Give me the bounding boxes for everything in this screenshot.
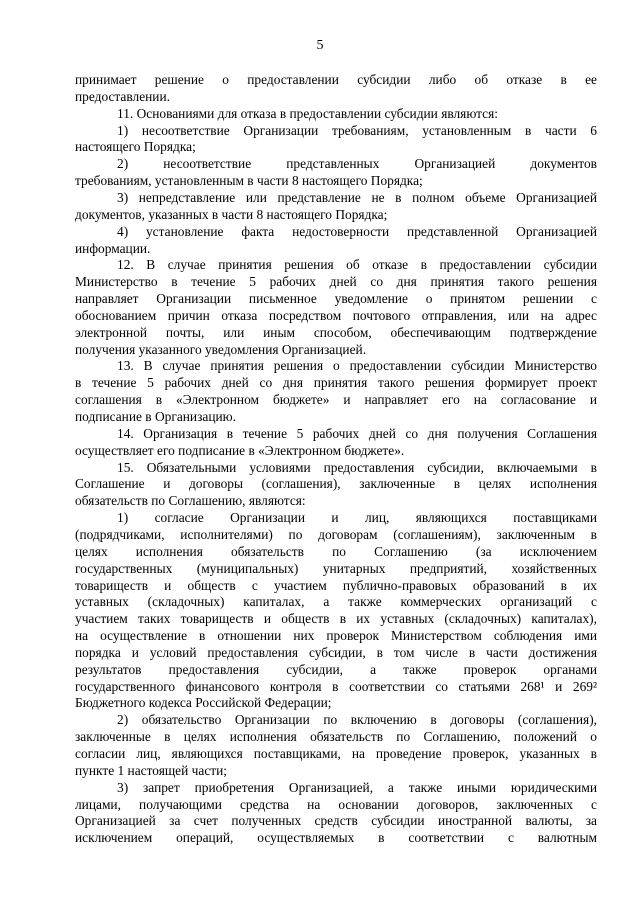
text-line: настоящего Порядка; [75,139,196,155]
text-line: (подрядчиками, исполнителями) по договорам (соглашениям), заключенным в [75,526,597,542]
text-line: 11. Основаниями для отказа в предоставлении субсидии являются: [117,105,499,121]
text-line: информации. [75,240,151,256]
text-line: порядка и условий предоставления субсидии, в том числе в части достижения [75,644,597,660]
text-line: 2) несоответствие представленных Организацией документов [117,156,597,172]
text-line: требованиям, установленным в части 8 настоящего Порядка; [75,173,423,189]
page-number: 5 [316,38,324,53]
text-line: государственных (муниципальных) унитарных предприятий, хозяйственных [75,560,597,576]
text-line: лицами, получающими средства на основании договоров, заключенных с [75,796,597,812]
text-line: целях исполнения обязательств по Соглашению (за исключением [75,543,597,559]
text-line: пункте 1 настоящей части; [75,762,227,778]
text-line: документов, указанных в части 8 настоящего Порядка; [75,206,388,222]
text-line: соглашения в «Электронном бюджете» и направляет его на согласование и [75,392,597,408]
text-line: участием таких товариществ и обществ в их уставных (складочных) капиталах), [75,611,597,627]
text-line: Бюджетного кодекса Российской Федерации; [75,695,332,711]
text-line: товариществ и обществ с участием публично-правовых образований в их [75,577,597,593]
text-line: согласии лиц, являющихся поставщиками, на проведение проверок, указанных в [75,746,597,761]
text-line: Соглашение и договоры (соглашения), заключенные в целях исполнения [75,476,597,492]
text-line: направляет Организации письменное уведомление о принятом решении с [75,291,597,307]
text-line: осуществляет его подписание в «Электронном бюджете». [75,442,405,458]
text-line: Министерство в течение 5 рабочих дней со дня принятия такого решения [75,274,597,290]
text-line: электронной почты, или иным способом, обеспечивающим подтверждение [75,324,597,340]
text-line: 1) согласие Организации и лиц, являющихся поставщиками [117,510,597,526]
text-line: исключением операций, осуществляемых в соответствии с валютным [75,830,597,846]
text-line: 14. Организация в течение 5 рабочих дней со дня получения Соглашения [117,425,597,441]
text-line: 13. В случае принятия решения о предоставлении субсидии Министерство [117,358,597,374]
text-line: 12. В случае принятия решения об отказе в предоставлении субсидии [117,257,597,273]
text-line: обязательств по Соглашению, являются: [75,493,306,509]
text-line: 3) непредставление или представление не в полном объеме Организацией [117,189,597,205]
text-line: предоставлении. [75,88,170,104]
text-line: заключенные в целях исполнения обязательств по Соглашению, положений о [75,729,597,745]
text-line: подписание в Организацию. [75,409,237,424]
text-line: результатов предоставления субсидии, а также проверок органами [75,661,597,677]
text-line: государственного финансового контроля в соответствии со статьями 268¹ и 269² [75,678,597,694]
text-line: обоснованием причин отказа посредством почтового отправления, или на адрес [75,307,597,323]
text-line: получения указанного уведомления Организацией. [75,341,367,357]
text-line: Организацией за счет полученных средств субсидии иностранной валюты, за [75,813,597,829]
text-line: на осуществление в отношении них проверок Министерством соблюдения ими [75,628,597,644]
text-line: 4) установление факта недостоверности представленной Организацией [117,223,597,239]
text-line: 15. Обязательными условиями предоставления субсидии, включаемыми в [117,459,597,475]
text-line: в течение 5 рабочих дней со дня принятия такого решения формирует проект [75,375,597,391]
text-line: 3) запрет приобретения Организацией, а также иными юридическими [117,779,597,795]
text-line: принимает решение о предоставлении субсидии либо об отказе в ее [75,72,597,87]
text-line: 2) обязательство Организации по включению в договоры (соглашения), [117,712,597,728]
text-line: 1) несоответствие Организации требованиям, установленным в части 6 [117,122,597,138]
text-line: уставных (складочных) капиталах, а также коммерческих организаций с [75,594,597,610]
